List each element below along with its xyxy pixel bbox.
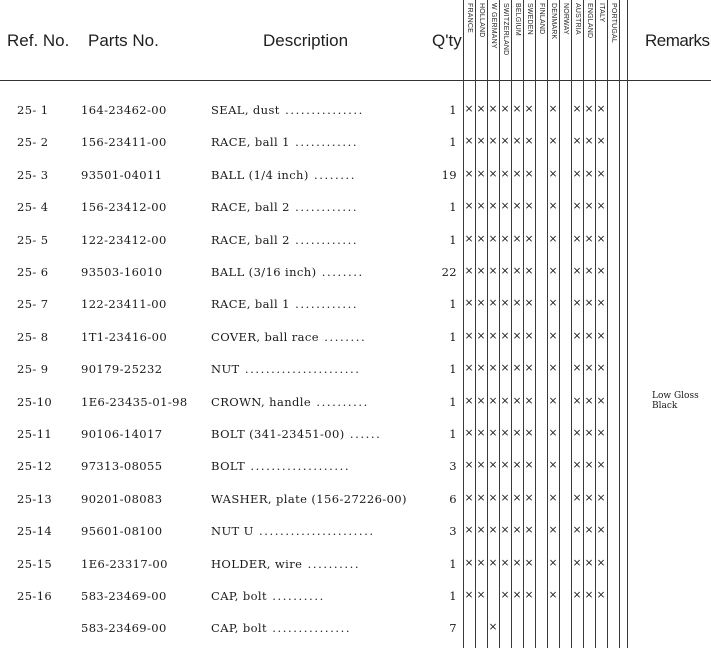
- quantity: 1: [449, 427, 457, 441]
- header-divider: [0, 80, 711, 81]
- availability-mark: ×: [512, 168, 522, 180]
- availability-mark: ×: [476, 589, 486, 601]
- quantity: 1: [449, 297, 457, 311]
- availability-mark: ×: [584, 233, 594, 245]
- availability-mark: ×: [512, 135, 522, 147]
- country-header-belgium: BELGIUM: [514, 3, 521, 36]
- availability-mark: ×: [524, 589, 534, 601]
- availability-mark: ×: [524, 233, 534, 245]
- availability-mark: ×: [572, 330, 582, 342]
- availability-mark: ×: [572, 233, 582, 245]
- availability-mark: ×: [596, 233, 606, 245]
- description: COVER, ball race ........: [211, 330, 367, 344]
- availability-mark: ×: [572, 200, 582, 212]
- description-header: Description: [263, 31, 349, 50]
- leader-dots: ..........: [311, 395, 369, 409]
- leader-dots: ............: [289, 233, 359, 247]
- description: RACE, ball 1 ............: [211, 297, 359, 311]
- table-row: [0, 621, 711, 641]
- column-rule: [619, 0, 620, 648]
- availability-mark: ×: [464, 200, 474, 212]
- availability-mark: ×: [464, 233, 474, 245]
- availability-mark: ×: [524, 395, 534, 407]
- parts-no-header: Parts No.: [88, 31, 159, 50]
- availability-mark: ×: [524, 492, 534, 504]
- part-number: 122-23411-00: [81, 297, 167, 311]
- part-number: 1E6-23435-01-98: [81, 395, 188, 409]
- table-row: [0, 168, 711, 188]
- description: SEAL, dust ...............: [211, 103, 364, 117]
- part-number: 95601-08100: [81, 524, 163, 538]
- leader-dots: ........: [308, 168, 357, 182]
- availability-mark: ×: [584, 168, 594, 180]
- availability-mark: ×: [548, 330, 558, 342]
- country-header-w-germany: W GERMANY: [490, 3, 497, 49]
- availability-mark: ×: [476, 297, 486, 309]
- availability-mark: ×: [512, 589, 522, 601]
- availability-mark: ×: [524, 297, 534, 309]
- availability-mark: ×: [500, 427, 510, 439]
- availability-mark: ×: [464, 524, 474, 536]
- availability-mark: ×: [524, 265, 534, 277]
- availability-mark: ×: [572, 524, 582, 536]
- part-number: 156-23412-00: [81, 200, 167, 214]
- availability-mark: ×: [488, 427, 498, 439]
- availability-mark: ×: [500, 589, 510, 601]
- part-number: 122-23412-00: [81, 233, 167, 247]
- availability-mark: ×: [476, 524, 486, 536]
- ref-no: 25-10: [17, 395, 53, 409]
- availability-mark: ×: [512, 233, 522, 245]
- availability-mark: ×: [548, 362, 558, 374]
- availability-mark: ×: [548, 557, 558, 569]
- availability-mark: ×: [596, 200, 606, 212]
- column-rule: [627, 0, 628, 648]
- availability-mark: ×: [476, 233, 486, 245]
- leader-dots: ........: [316, 265, 364, 279]
- availability-mark: ×: [500, 135, 510, 147]
- availability-mark: ×: [524, 524, 534, 536]
- availability-mark: ×: [464, 135, 474, 147]
- availability-mark: ×: [488, 524, 498, 536]
- ref-no: 25-11: [17, 427, 53, 441]
- availability-mark: ×: [548, 492, 558, 504]
- availability-mark: ×: [584, 557, 594, 569]
- availability-mark: ×: [500, 459, 510, 471]
- availability-mark: ×: [464, 330, 474, 342]
- availability-mark: ×: [500, 330, 510, 342]
- description: CROWN, handle ..........: [211, 395, 369, 409]
- leader-dots: ......: [344, 427, 382, 441]
- leader-dots: ............: [289, 200, 359, 214]
- availability-mark: ×: [488, 362, 498, 374]
- country-header-sweden: SWEDEN: [526, 3, 533, 35]
- availability-mark: ×: [524, 103, 534, 115]
- availability-mark: ×: [596, 589, 606, 601]
- availability-mark: ×: [548, 233, 558, 245]
- ref-no: 25- 1: [17, 103, 49, 117]
- table-row: [0, 391, 711, 415]
- availability-mark: ×: [512, 362, 522, 374]
- table-row: [0, 492, 711, 512]
- ref-no: 25- 6: [17, 265, 49, 279]
- ref-no: 25- 7: [17, 297, 49, 311]
- leader-dots: ............: [289, 297, 359, 311]
- table-row: [0, 233, 711, 253]
- qty-header: Q'ty: [432, 31, 462, 50]
- availability-mark: ×: [572, 103, 582, 115]
- ref-no: 25- 8: [17, 330, 49, 344]
- description: HOLDER, wire ..........: [211, 557, 361, 571]
- availability-mark: ×: [584, 459, 594, 471]
- availability-mark: ×: [488, 297, 498, 309]
- availability-mark: ×: [596, 168, 606, 180]
- availability-mark: ×: [596, 427, 606, 439]
- availability-mark: ×: [476, 427, 486, 439]
- availability-mark: ×: [488, 492, 498, 504]
- description: WASHER, plate (156-27226-00): [211, 492, 407, 506]
- availability-mark: ×: [476, 395, 486, 407]
- availability-mark: ×: [488, 330, 498, 342]
- availability-mark: ×: [488, 233, 498, 245]
- leader-dots: ............: [289, 135, 359, 149]
- part-number: 93501-04011: [81, 168, 163, 182]
- ref-no: 25-15: [17, 557, 53, 571]
- quantity: 6: [449, 492, 457, 506]
- availability-mark: ×: [464, 459, 474, 471]
- availability-mark: ×: [572, 589, 582, 601]
- availability-mark: ×: [500, 103, 510, 115]
- country-header-norway: NORWAY: [562, 3, 569, 35]
- availability-mark: ×: [596, 459, 606, 471]
- availability-mark: ×: [500, 557, 510, 569]
- availability-mark: ×: [488, 459, 498, 471]
- availability-mark: ×: [548, 200, 558, 212]
- availability-mark: ×: [596, 492, 606, 504]
- availability-mark: ×: [512, 330, 522, 342]
- table-row: [0, 265, 711, 285]
- quantity: 22: [441, 265, 457, 279]
- availability-mark: ×: [548, 589, 558, 601]
- availability-mark: ×: [572, 395, 582, 407]
- table-row: [0, 135, 711, 155]
- availability-mark: ×: [596, 524, 606, 536]
- description: BOLT (341-23451-00) ......: [211, 427, 382, 441]
- availability-mark: ×: [488, 395, 498, 407]
- country-header-switzerland: SWITZERLAND: [502, 3, 509, 56]
- remark-text: Low Gloss Black: [652, 391, 699, 411]
- leader-dots: ...............: [279, 103, 364, 117]
- quantity: 1: [449, 362, 457, 376]
- availability-mark: ×: [500, 362, 510, 374]
- availability-mark: ×: [572, 557, 582, 569]
- availability-mark: ×: [512, 459, 522, 471]
- quantity: 1: [449, 589, 457, 603]
- availability-mark: ×: [500, 200, 510, 212]
- leader-dots: ........: [318, 330, 367, 344]
- availability-mark: ×: [512, 492, 522, 504]
- ref-no: 25-13: [17, 492, 53, 506]
- availability-mark: ×: [584, 297, 594, 309]
- availability-mark: ×: [464, 589, 474, 601]
- availability-mark: ×: [572, 427, 582, 439]
- availability-mark: ×: [524, 427, 534, 439]
- availability-mark: ×: [488, 103, 498, 115]
- part-number: 93503-16010: [81, 265, 163, 279]
- leader-dots: ...............: [267, 621, 352, 635]
- country-header-england: ENGLAND: [586, 3, 593, 39]
- availability-mark: ×: [488, 200, 498, 212]
- leader-dots: ......................: [239, 362, 361, 376]
- table-row: [0, 427, 711, 447]
- part-number: 164-23462-00: [81, 103, 167, 117]
- ref-no: 25-16: [17, 589, 53, 603]
- availability-mark: ×: [572, 297, 582, 309]
- part-number: 90179-25232: [81, 362, 163, 376]
- description: RACE, ball 2 ............: [211, 200, 359, 214]
- quantity: 1: [449, 233, 457, 247]
- availability-mark: ×: [584, 135, 594, 147]
- availability-mark: ×: [596, 297, 606, 309]
- ref-no: 25- 3: [17, 168, 49, 182]
- column-rule: [535, 0, 536, 648]
- availability-mark: ×: [572, 135, 582, 147]
- availability-mark: ×: [572, 459, 582, 471]
- quantity: 1: [449, 135, 457, 149]
- availability-mark: ×: [524, 459, 534, 471]
- column-rule: [559, 0, 560, 648]
- availability-mark: ×: [476, 362, 486, 374]
- availability-mark: ×: [488, 265, 498, 277]
- country-header-austria: AUSTRIA: [574, 3, 581, 35]
- part-number: 97313-08055: [81, 459, 163, 473]
- availability-mark: ×: [584, 589, 594, 601]
- availability-mark: ×: [512, 524, 522, 536]
- table-row: [0, 103, 711, 123]
- column-rule: [499, 0, 500, 648]
- availability-mark: ×: [584, 524, 594, 536]
- availability-mark: ×: [464, 168, 474, 180]
- ref-no: 25- 2: [17, 135, 49, 149]
- part-number: 90201-08083: [81, 492, 163, 506]
- availability-mark: ×: [584, 492, 594, 504]
- table-row: [0, 362, 711, 382]
- availability-mark: ×: [488, 135, 498, 147]
- leader-dots: ..........: [267, 589, 325, 603]
- ref-no-header: Ref. No.: [7, 31, 70, 50]
- availability-mark: ×: [584, 330, 594, 342]
- column-rule: [595, 0, 596, 648]
- quantity: 19: [441, 168, 457, 182]
- availability-mark: ×: [476, 459, 486, 471]
- availability-mark: ×: [596, 362, 606, 374]
- availability-mark: ×: [500, 168, 510, 180]
- part-number: 156-23411-00: [81, 135, 167, 149]
- table-row: [0, 459, 711, 479]
- part-number: 583-23469-00: [81, 589, 167, 603]
- availability-mark: ×: [500, 492, 510, 504]
- availability-mark: ×: [512, 103, 522, 115]
- availability-mark: ×: [500, 265, 510, 277]
- column-rule: [511, 0, 512, 648]
- country-header-finland: FINLAND: [538, 3, 545, 35]
- ref-no: 25- 9: [17, 362, 49, 376]
- availability-mark: ×: [524, 168, 534, 180]
- availability-mark: ×: [476, 492, 486, 504]
- quantity: 1: [449, 557, 457, 571]
- availability-mark: ×: [548, 297, 558, 309]
- availability-mark: ×: [584, 103, 594, 115]
- availability-mark: ×: [548, 524, 558, 536]
- availability-mark: ×: [596, 103, 606, 115]
- availability-mark: ×: [476, 265, 486, 277]
- leader-dots: ..........: [302, 557, 361, 571]
- availability-mark: ×: [464, 427, 474, 439]
- availability-mark: ×: [572, 492, 582, 504]
- availability-mark: ×: [512, 557, 522, 569]
- column-rule: [607, 0, 608, 648]
- table-row: [0, 200, 711, 220]
- country-header-portugal: PORTUGAL: [610, 3, 617, 43]
- part-number: 1E6-23317-00: [81, 557, 168, 571]
- availability-mark: ×: [488, 168, 498, 180]
- quantity: 3: [449, 459, 457, 473]
- column-rule: [547, 0, 548, 648]
- ref-no: 25- 5: [17, 233, 49, 247]
- availability-mark: ×: [512, 265, 522, 277]
- availability-mark: ×: [584, 362, 594, 374]
- table-row: [0, 589, 711, 609]
- availability-mark: ×: [524, 330, 534, 342]
- availability-mark: ×: [548, 459, 558, 471]
- table-row: [0, 557, 711, 577]
- availability-mark: ×: [524, 557, 534, 569]
- part-number: 1T1-23416-00: [81, 330, 168, 344]
- part-number: 90106-14017: [81, 427, 163, 441]
- quantity: 1: [449, 395, 457, 409]
- availability-mark: ×: [548, 103, 558, 115]
- quantity: 1: [449, 103, 457, 117]
- availability-mark: ×: [584, 427, 594, 439]
- quantity: 3: [449, 524, 457, 538]
- availability-mark: ×: [584, 200, 594, 212]
- quantity: 1: [449, 330, 457, 344]
- availability-mark: ×: [476, 135, 486, 147]
- column-rule: [583, 0, 584, 648]
- country-header-denmark: DENMARK: [550, 3, 557, 40]
- description: RACE, ball 1 ............: [211, 135, 359, 149]
- availability-mark: ×: [500, 395, 510, 407]
- column-rule: [487, 0, 488, 648]
- availability-mark: ×: [584, 395, 594, 407]
- availability-mark: ×: [500, 233, 510, 245]
- description: BALL (1/4 inch) ........: [211, 168, 357, 182]
- quantity: 1: [449, 200, 457, 214]
- quantity: 7: [449, 621, 457, 635]
- availability-mark: ×: [476, 168, 486, 180]
- availability-mark: ×: [548, 168, 558, 180]
- availability-mark: ×: [596, 135, 606, 147]
- availability-mark: ×: [548, 427, 558, 439]
- availability-mark: ×: [464, 395, 474, 407]
- availability-mark: ×: [488, 557, 498, 569]
- availability-mark: ×: [464, 362, 474, 374]
- column-rule: [475, 0, 476, 648]
- table-row: [0, 330, 711, 350]
- column-rule: [571, 0, 572, 648]
- availability-mark: ×: [500, 524, 510, 536]
- availability-mark: ×: [572, 362, 582, 374]
- ref-no: 25-14: [17, 524, 53, 538]
- part-number: 583-23469-00: [81, 621, 167, 635]
- availability-mark: ×: [464, 297, 474, 309]
- ref-no: 25- 4: [17, 200, 49, 214]
- availability-mark: ×: [596, 330, 606, 342]
- availability-mark: ×: [524, 200, 534, 212]
- availability-mark: ×: [548, 135, 558, 147]
- description: CAP, bolt ..........: [211, 589, 325, 603]
- availability-mark: ×: [548, 265, 558, 277]
- availability-mark: ×: [476, 330, 486, 342]
- availability-mark: ×: [512, 200, 522, 212]
- availability-mark: ×: [524, 362, 534, 374]
- availability-mark: ×: [476, 200, 486, 212]
- availability-mark: ×: [512, 395, 522, 407]
- description: CAP, bolt ...............: [211, 621, 352, 635]
- availability-mark: ×: [464, 265, 474, 277]
- availability-mark: ×: [584, 265, 594, 277]
- remarks-header: Remarks: [645, 31, 710, 50]
- availability-mark: ×: [572, 168, 582, 180]
- availability-mark: ×: [596, 265, 606, 277]
- availability-mark: ×: [464, 103, 474, 115]
- availability-mark: ×: [464, 557, 474, 569]
- column-rule: [523, 0, 524, 648]
- availability-mark: ×: [596, 557, 606, 569]
- description: NUT U ......................: [211, 524, 375, 538]
- description: NUT ......................: [211, 362, 361, 376]
- availability-mark: ×: [488, 621, 498, 633]
- leader-dots: ...................: [245, 459, 351, 473]
- availability-mark: ×: [464, 492, 474, 504]
- column-rule: [463, 0, 464, 648]
- country-header-france: FRANCE: [466, 3, 473, 33]
- availability-mark: ×: [572, 265, 582, 277]
- availability-mark: ×: [512, 297, 522, 309]
- availability-mark: ×: [476, 103, 486, 115]
- country-header-italy: ITALY: [598, 3, 605, 23]
- country-header-holland: HOLLAND: [478, 3, 485, 38]
- availability-mark: ×: [500, 297, 510, 309]
- table-row: [0, 524, 711, 544]
- leader-dots: ......................: [253, 524, 375, 538]
- description: BALL (3/16 inch) ........: [211, 265, 364, 279]
- description: RACE, ball 2 ............: [211, 233, 359, 247]
- availability-mark: ×: [476, 557, 486, 569]
- table-row: [0, 297, 711, 317]
- availability-mark: ×: [548, 395, 558, 407]
- availability-mark: ×: [512, 427, 522, 439]
- availability-mark: ×: [596, 395, 606, 407]
- description: BOLT ...................: [211, 459, 351, 473]
- availability-mark: ×: [524, 135, 534, 147]
- ref-no: 25-12: [17, 459, 53, 473]
